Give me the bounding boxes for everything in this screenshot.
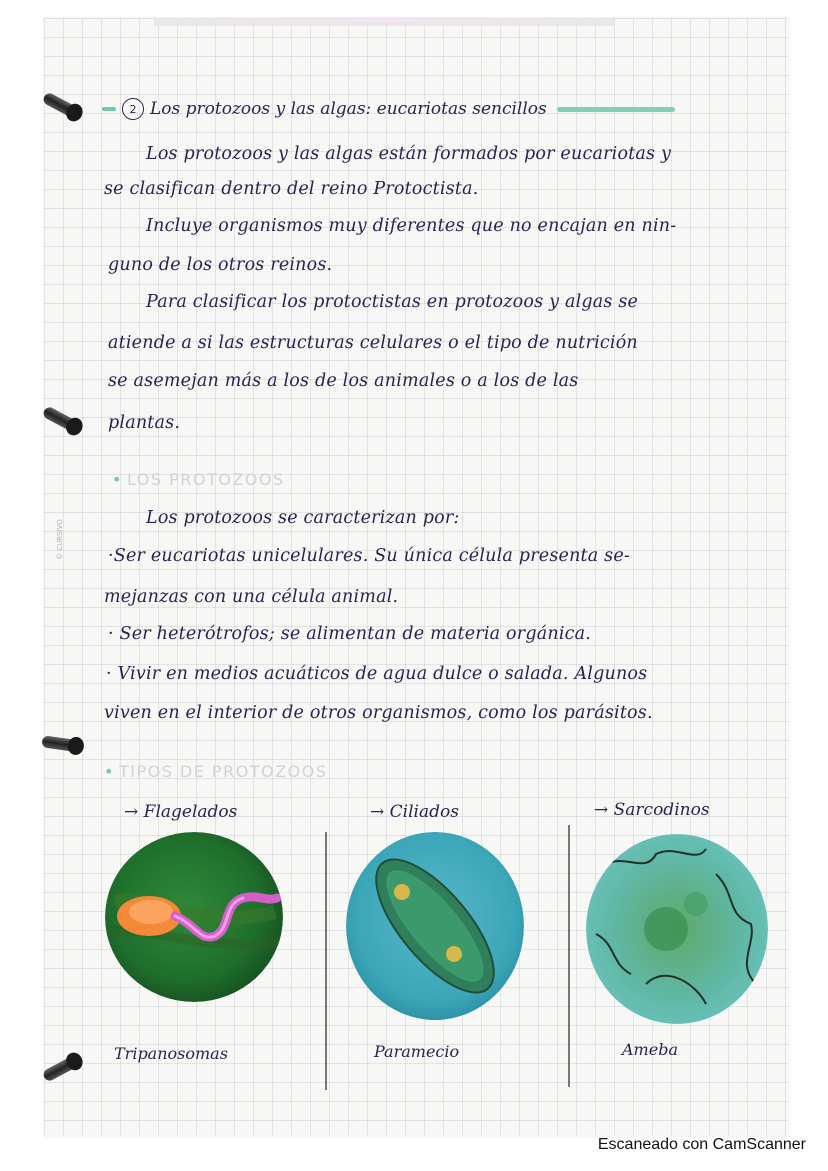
paragraph-line: Para clasificar los protoctistas en protozoos y algas se [146, 292, 639, 312]
side-note: © CURSIVO [56, 519, 64, 560]
feature-line: ·Ser eucariotas unicelulares. Su única célula presenta se- [108, 546, 631, 566]
bullet-icon: • [104, 762, 115, 781]
section-title-text: TIPOS DE PROTOZOOS [118, 762, 328, 781]
feature-line: · Vivir en medios acuáticos de agua dulce o salada. Algunos [106, 664, 648, 684]
paragraph-line: Los protozoos y las algas están formados por eucariotas y [146, 144, 672, 164]
scanner-watermark: Escaneado con CamScanner [597, 1136, 806, 1153]
type-label-ciliados: → Ciliados [370, 802, 459, 822]
section-title-tipos [104, 762, 327, 781]
amoeba-illustration [586, 834, 768, 1024]
paragraph-line: guno de los otros reinos. [108, 255, 333, 275]
caption-paramecio: Paramecio [374, 1042, 460, 1061]
type-label-sarcodinos: → Sarcodinos [594, 800, 710, 820]
caption-tripanosomas: Tripanosomas [114, 1044, 228, 1063]
feature-line: Los protozoos se caracterizan por: [146, 508, 460, 528]
feature-line: viven en el interior de otros organismos, como los parásitos. [104, 703, 653, 723]
column-divider [568, 825, 570, 1087]
paragraph-line: Incluye organismos muy diferentes que no encajan en nin- [146, 216, 677, 236]
feature-line: mejanzas con una célula animal. [104, 587, 399, 607]
type-label-flagelados: → Flagelados [124, 802, 238, 822]
paramecium-illustration [346, 832, 524, 1020]
paragraph-line: se asemejan más a los de los animales o a los de las [108, 371, 579, 391]
paragraph-line: atiende a si las estructuras celulares o el tipo de nutrición [108, 333, 638, 353]
section-title-text: LOS PROTOZOOS [126, 470, 285, 489]
paragraph-line: se clasifican dentro del reino Protoctista. [104, 179, 479, 199]
amoeba-drawing [586, 834, 768, 1024]
heading-text: Los protozoos y las algas: eucariotas sencillos [150, 99, 547, 119]
page-top-smudge [154, 18, 614, 26]
trypanosome-drawing [105, 832, 283, 1002]
paragraph-line: plantas. [108, 413, 181, 433]
section-title-protozoos [112, 470, 285, 489]
column-divider [325, 832, 327, 1090]
heading-number: 2 [122, 98, 144, 120]
feature-line: · Ser heterótrofos; se alimentan de materia orgánica. [108, 624, 592, 644]
bullet-icon: • [112, 470, 123, 489]
caption-ameba: Ameba [622, 1040, 678, 1059]
heading [102, 98, 675, 120]
highlight-mark [557, 107, 675, 112]
paramecium-drawing [346, 832, 524, 1020]
highlight-mark [102, 107, 116, 111]
flagellate-illustration [105, 832, 283, 1002]
